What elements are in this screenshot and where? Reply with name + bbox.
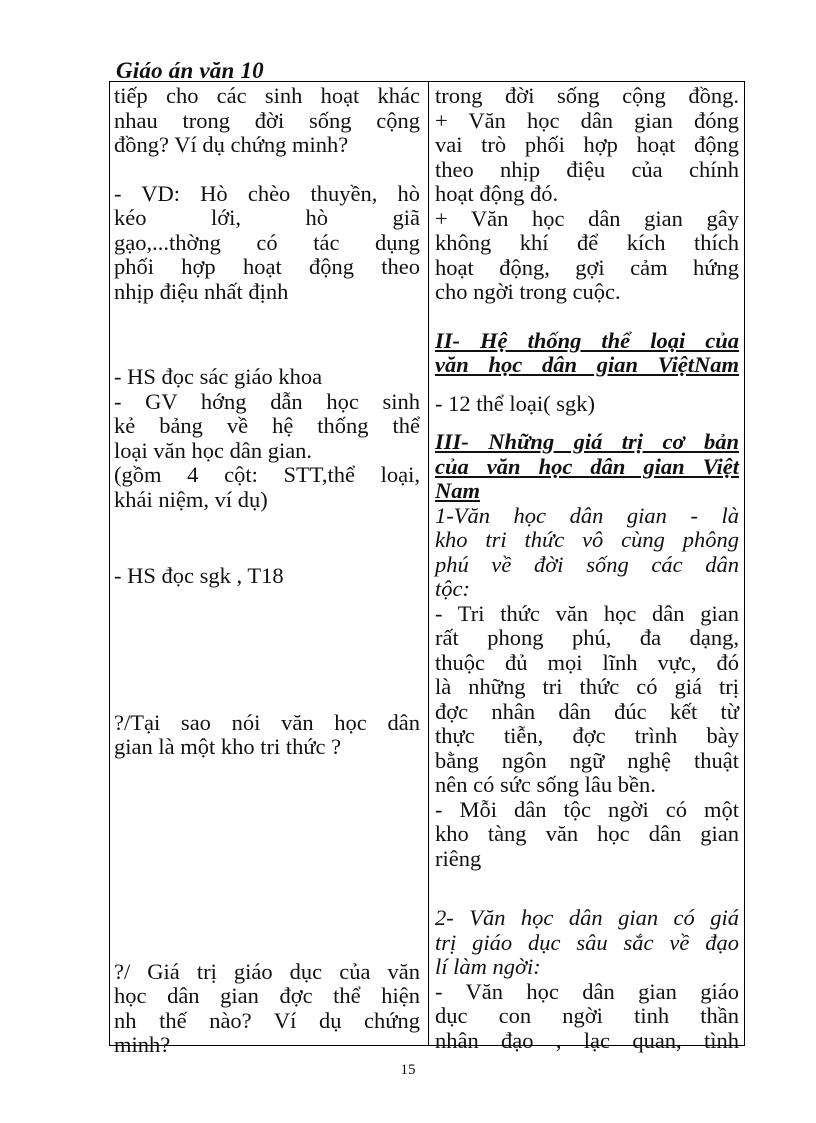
subsection-heading: lí làm ngời: xyxy=(435,954,541,979)
page-header: Giáo án văn 10 xyxy=(116,58,264,83)
left-line: khái niệm, ví dụ) xyxy=(114,486,268,512)
right-line: vai trò phối hợp hoạt động xyxy=(435,132,739,157)
left-line: nh thế nào? Ví dụ chứng xyxy=(114,1007,420,1033)
left-line: đồng? Ví dụ chứng minh? xyxy=(114,132,349,157)
subsection-heading: 1-Văn học dân gian - là xyxy=(435,502,739,528)
left-line: nhịp điệu nhất định xyxy=(114,278,289,304)
right-line: - Tri thức văn học dân gian xyxy=(435,600,739,626)
left-line: kẻ bảng về hệ thống thể xyxy=(114,413,420,438)
section-heading: văn học dân gian ViệtNam xyxy=(435,352,739,377)
right-line: hoạt động, gợi cảm hứng xyxy=(435,254,739,280)
right-line: thực tiễn, đợc trình bày xyxy=(435,723,739,748)
section-heading: Nam xyxy=(435,478,480,503)
spacer xyxy=(435,305,739,329)
right-line: đợc nhân dân đúc kết từ xyxy=(435,698,739,724)
left-line: - VD: Hò chèo thuyền, hò xyxy=(114,180,420,206)
subsection-heading: kho tri thức vô cùng phông xyxy=(435,527,739,552)
left-line: gạo,...thờng có tác dụng xyxy=(114,229,420,255)
subsection-heading: tộc: xyxy=(435,576,470,601)
right-line: dục con ngời tinh thần xyxy=(435,1003,739,1028)
spacer xyxy=(435,416,739,430)
spacer xyxy=(114,512,420,564)
left-line: - HS đọc sác giáo khoa xyxy=(114,364,323,389)
spacer xyxy=(435,871,739,906)
subsection-heading: phú về đời sống các dân xyxy=(435,551,739,577)
right-line: - 12 thể loại( sgk) xyxy=(435,390,595,416)
right-line: + Văn học dân gian đóng xyxy=(435,107,739,133)
right-line: kho tàng văn học dân gian xyxy=(435,821,739,846)
teacher-student-activity-column xyxy=(114,84,420,1058)
right-line: theo nhịp điệu của chính xyxy=(435,156,739,182)
content-column xyxy=(435,84,739,1053)
column-divider xyxy=(428,82,429,1045)
left-line: nhau trong đời sống cộng xyxy=(114,107,420,133)
right-line: nhân đạo , lạc quan, tình xyxy=(435,1027,739,1053)
right-line: + Văn học dân gian gây xyxy=(435,205,739,231)
right-line: - Văn học dân gian giáo xyxy=(435,978,739,1004)
left-line: - HS đọc sgk , T18 xyxy=(114,563,284,588)
left-line: (gồm 4 cột: STT,thể loại, xyxy=(114,462,420,487)
section-heading: III- Những giá trị cơ bản xyxy=(435,429,739,454)
right-line: nên có sức sống lâu bền. xyxy=(435,772,656,797)
right-line: cho ngời trong cuộc. xyxy=(435,279,621,304)
left-line: kéo lới, hò giã xyxy=(114,205,420,230)
left-line: ?/Tại sao nói văn học dân xyxy=(114,709,420,735)
left-line: loại văn học dân gian. xyxy=(114,437,313,463)
right-line: bằng ngôn ngữ nghệ thuật xyxy=(435,747,739,773)
right-line: trong đời sống cộng đồng. xyxy=(435,83,739,108)
right-line: hoạt động đó. xyxy=(435,181,559,206)
right-line: thuộc đủ mọi lĩnh vực, đó xyxy=(435,649,739,675)
spacer xyxy=(114,760,420,960)
spacer xyxy=(114,304,420,365)
left-line: tiếp cho các sinh hoạt khác xyxy=(114,83,420,108)
left-line: - GV hớng dẫn học sinh xyxy=(114,388,420,414)
spacer xyxy=(435,378,739,392)
page-number: 15 xyxy=(400,1062,416,1078)
section-heading: của văn học dân gian Việt xyxy=(435,453,739,479)
subsection-heading: 2- Văn học dân gian có giá xyxy=(435,905,739,930)
left-line: ?/ Giá trị giáo dục của văn xyxy=(114,958,420,984)
left-line: minh? xyxy=(114,1032,171,1057)
right-line: riêng xyxy=(435,845,482,871)
spacer xyxy=(114,158,420,182)
left-line: phối hợp hoạt động theo xyxy=(114,254,420,279)
spacer xyxy=(114,589,420,711)
right-line: không khí để kích thích xyxy=(435,230,739,255)
section-heading: II- Hệ thống thể loại của xyxy=(435,327,739,353)
left-line: gian là một kho tri thức ? xyxy=(114,734,342,759)
right-line: rất phong phú, đa dạng, xyxy=(435,625,739,650)
left-line: học dân gian đợc thể hiện xyxy=(114,983,420,1008)
right-line: - Mỗi dân tộc ngời có một xyxy=(435,796,739,822)
subsection-heading: trị giáo dục sâu sắc về đạo xyxy=(435,929,739,955)
right-line: là những tri thức có giá trị xyxy=(435,674,739,699)
lesson-table xyxy=(109,81,745,1057)
